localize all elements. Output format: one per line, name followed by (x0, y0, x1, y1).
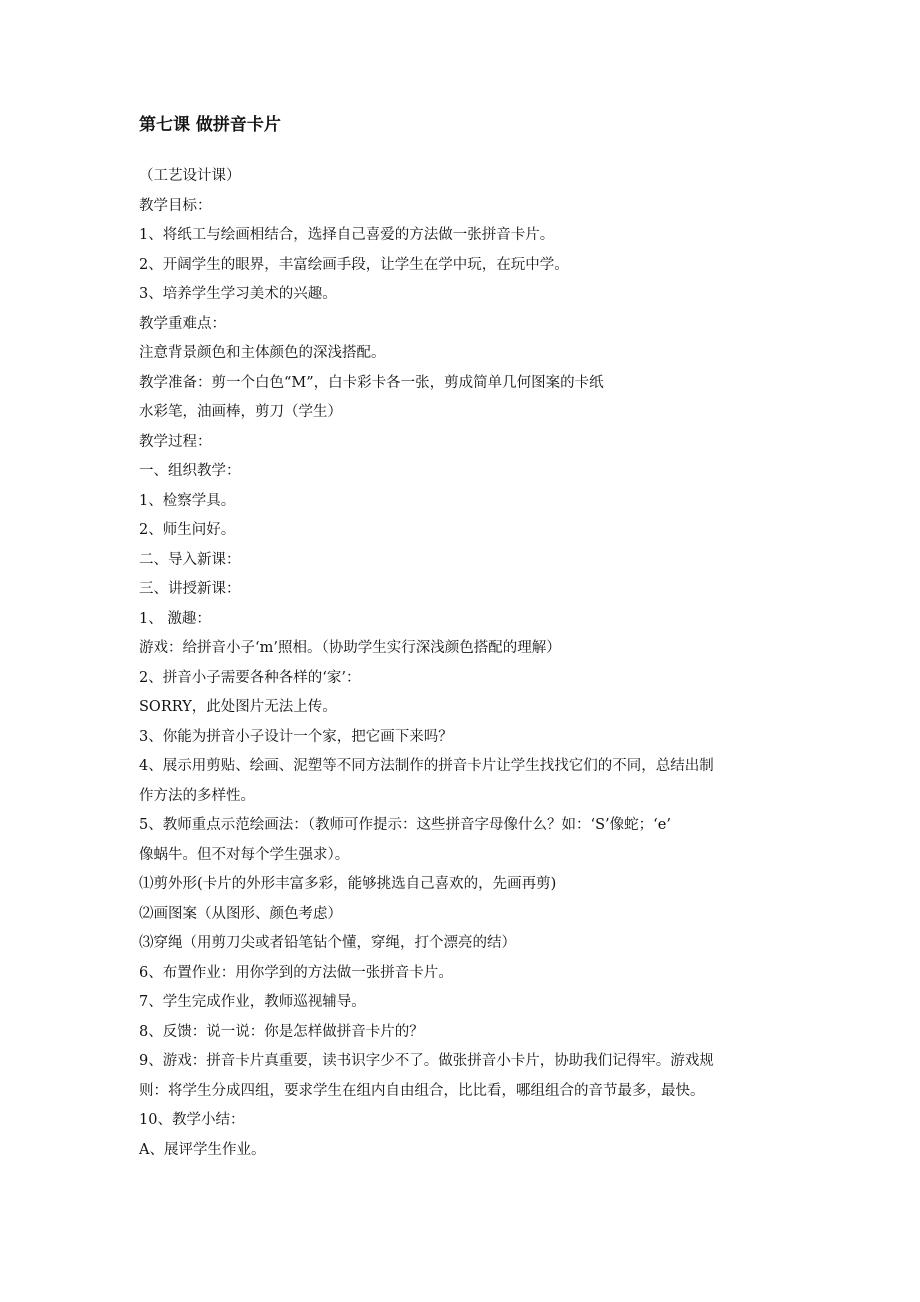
section-teach: 三、讲授新课： (139, 581, 241, 597)
teach-step-4-line-2: 作方法的多样性。 (139, 787, 255, 804)
teach-step-5-line-1: 5、教师重点示范绘画法：（教师可作提示：这些拼音字母像什么？如：‘S’像蛇；‘e’ (139, 817, 671, 833)
teach-step-9-line-2: 则：将学生分成四组，要求学生在组内自由组合，比比看，哪组组合的音节最多，最快。 (139, 1082, 705, 1099)
lesson-title: 第七课 做拼音卡片 (139, 115, 281, 135)
preparation-line-2: 水彩笔，油画棒，剪刀（学生） (139, 404, 342, 420)
section-organize: 一、组织教学： (139, 463, 241, 479)
teach-step-7: 7、学生完成作业，教师巡视辅导。 (139, 994, 366, 1010)
key-point-text: 注意背景颜色和主体颜色的深浅搭配。 (139, 345, 386, 361)
teach-step-3: 3、你能为拼音小子设计一个家，把它画下来吗？ (139, 728, 453, 745)
heading-objectives: 教学目标： (139, 197, 212, 214)
teach-step-6: 6、布置作业：用你学到的方法做一张拼音卡片。 (139, 964, 453, 981)
teach-step-2: 2、拼音小子需要各种各样的‘家’： (139, 669, 361, 686)
objective-1: 1、将纸工与绘画相结合，选择自己喜爱的方法做一张拼音卡片。 (139, 227, 555, 243)
teach-step-10: 10、教学小结： (139, 1112, 245, 1128)
preparation-line-1: 教学准备：剪一个白色“M”，白卡彩卡各一张，剪成简单几何图案的卡纸 (139, 374, 604, 391)
teach-step-5-line-2: 像蜗牛。但不对每个学生强求）。 (139, 846, 350, 863)
subtitle-course-type: （工艺设计课） (139, 168, 241, 184)
teach-game-text: 游戏：给拼音小子‘m’照相。（协助学生实行深浅颜色搭配的理解） (139, 640, 561, 656)
section-introduce: 二、导入新课： (139, 551, 241, 568)
objective-2: 2、开阔学生的眼界，丰富绘画手段，让学生在学中玩，在玩中学。 (139, 256, 569, 273)
heading-process: 教学过程： (139, 433, 212, 450)
teach-step-8: 8、反馈：说一说：你是怎样做拼音卡片的？ (139, 1023, 424, 1040)
organize-step-1: 1、检察学具。 (139, 492, 236, 509)
teach-step-9-line-1: 9、游戏：拼音卡片真重要，读书识字少不了。做张拼音小卡片，协助我们记得牢。游戏规 (139, 1053, 714, 1069)
substep-cut-shape: ⑴剪外形(卡片的外形丰富多彩，能够挑选自己喜欢的，先画再剪) (139, 876, 557, 892)
heading-key-points: 教学重难点： (139, 315, 226, 332)
lesson-body (139, 162, 784, 1165)
summary-item-a: A、展评学生作业。 (139, 1141, 266, 1158)
teach-step-1: 1、 激趣： (139, 610, 211, 627)
teach-step-4-line-1: 4、展示用剪贴、绘画、泥塑等不同方法制作的拼音卡片让学生找找它们的不同，总结出制 (139, 758, 714, 774)
objective-3: 3、培养学生学习美术的兴趣。 (139, 286, 337, 302)
substep-thread-rope: ⑶穿绳（用剪刀尖或者铅笔钻个懂，穿绳，打个漂亮的结） (139, 935, 516, 951)
image-placeholder-note: SORRY，此处图片无法上传。 (139, 699, 337, 715)
substep-draw-pattern: ⑵画图案（从图形、颜色考虑） (139, 905, 342, 922)
organize-step-2: 2、师生问好。 (139, 522, 236, 538)
